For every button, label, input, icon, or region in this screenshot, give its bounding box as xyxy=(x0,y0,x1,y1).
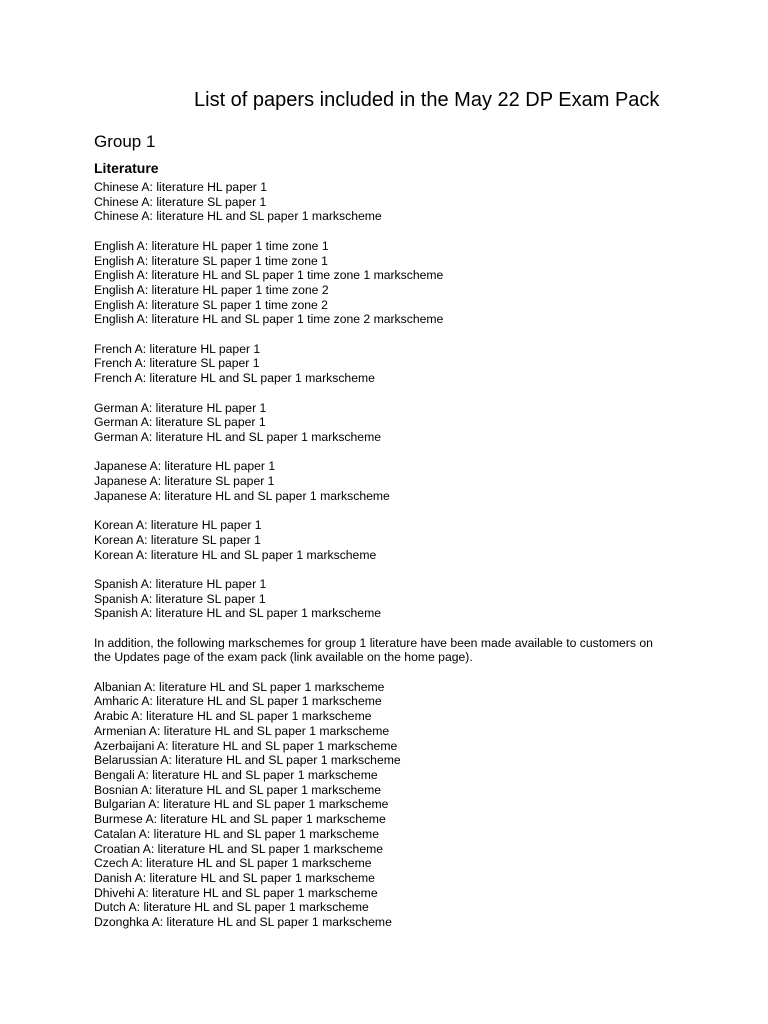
markscheme-item: Belarussian A: literature HL and SL paper 1 markscheme xyxy=(94,753,401,768)
markscheme-item: Bengali A: literature HL and SL paper 1 markscheme xyxy=(94,768,378,782)
markscheme-item: Burmese A: literature HL and SL paper 1 markscheme xyxy=(94,812,386,827)
paper-blocks xyxy=(94,180,734,621)
markscheme-item: Czech A: literature HL and SL paper 1 markscheme xyxy=(94,856,372,871)
paper-block xyxy=(94,180,734,224)
section-heading: Literature xyxy=(94,160,159,176)
paper-item: Spanish A: literature HL and SL paper 1 markscheme xyxy=(94,606,382,621)
group-heading: Group 1 xyxy=(94,132,156,151)
markscheme-item: Dhivehi A: literature HL and SL paper 1 markscheme xyxy=(94,885,378,900)
markscheme-item: Dzonghka A: literature HL and SL paper 1 markscheme xyxy=(94,915,392,930)
paper-item: Korean A: literature HL and SL paper 1 markscheme xyxy=(94,547,377,562)
paper-item: English A: literature SL paper 1 time zone 1 xyxy=(94,253,328,268)
markscheme-item: Danish A: literature HL and SL paper 1 markscheme xyxy=(94,870,375,885)
paper-item: Chinese A: literature HL paper 1 xyxy=(94,180,267,194)
paper-item: Korean A: literature HL paper 1 xyxy=(94,518,262,533)
paper-item: English A: literature SL paper 1 time zone 2 xyxy=(94,297,328,312)
markscheme-item: Catalan A: literature HL and SL paper 1 markscheme xyxy=(94,826,379,841)
paper-item: Japanese A: literature HL paper 1 xyxy=(94,459,276,474)
paper-block xyxy=(94,518,734,562)
markscheme-item: Armenian A: literature HL and SL paper 1 markscheme xyxy=(94,723,390,738)
paper-item: German A: literature HL and SL paper 1 markscheme xyxy=(94,429,381,444)
markscheme-item: Azerbaijani A: literature HL and SL paper 1 markscheme xyxy=(94,738,398,753)
paper-item: Spanish A: literature HL paper 1 xyxy=(94,576,267,591)
paper-block xyxy=(94,401,734,445)
paper-item: French A: literature HL paper 1 xyxy=(94,341,261,356)
paper-item: German A: literature SL paper 1 xyxy=(94,415,266,430)
markscheme-item: Bulgarian A: literature HL and SL paper 1 markscheme xyxy=(94,797,389,812)
paper-block xyxy=(94,239,734,327)
paper-item: English A: literature HL and SL paper 1 time zone 2 markscheme xyxy=(94,312,444,327)
markscheme-item: Bosnian A: literature HL and SL paper 1 markscheme xyxy=(94,782,382,797)
paper-item: Japanese A: literature SL paper 1 xyxy=(94,474,275,488)
paper-item: Chinese A: literature HL and SL paper 1 markscheme xyxy=(94,209,382,224)
markscheme-item: Arabic A: literature HL and SL paper 1 markscheme xyxy=(94,709,372,724)
additional-markschemes-list xyxy=(94,680,734,930)
paper-item: Spanish A: literature SL paper 1 xyxy=(94,591,266,606)
document-body xyxy=(94,131,734,930)
paper-block xyxy=(94,577,734,621)
paper-block xyxy=(94,459,734,503)
paper-item: Chinese A: literature SL paper 1 xyxy=(94,194,267,209)
markscheme-item: Albanian A: literature HL and SL paper 1 markscheme xyxy=(94,679,385,694)
markscheme-item: Amharic A: literature HL and SL paper 1 markscheme xyxy=(94,694,382,709)
paper-item: English A: literature HL paper 1 time zone 2 xyxy=(94,282,329,297)
paper-item: French A: literature HL and SL paper 1 markscheme xyxy=(94,371,375,386)
paper-item: German A: literature HL paper 1 xyxy=(94,400,267,415)
paper-item: Korean A: literature SL paper 1 xyxy=(94,532,261,547)
markscheme-item: Croatian A: literature HL and SL paper 1 markscheme xyxy=(94,841,384,856)
paper-item: English A: literature HL and SL paper 1 time zone 1 markscheme xyxy=(94,268,444,283)
markscheme-item: Dutch A: literature HL and SL paper 1 markscheme xyxy=(94,900,369,915)
page-title: List of papers included in the May 22 DP Exam Pack xyxy=(194,89,660,111)
updates-note: In addition, the following markschemes for group 1 literature have been made available to customers on the Updates page of the exam pack (link available on the home page). xyxy=(94,635,653,665)
paper-item: French A: literature SL paper 1 xyxy=(94,356,260,371)
paper-item: Japanese A: literature HL and SL paper 1 markscheme xyxy=(94,488,390,503)
paper-item: English A: literature HL paper 1 time zone 1 xyxy=(94,238,329,253)
paper-block xyxy=(94,342,734,386)
